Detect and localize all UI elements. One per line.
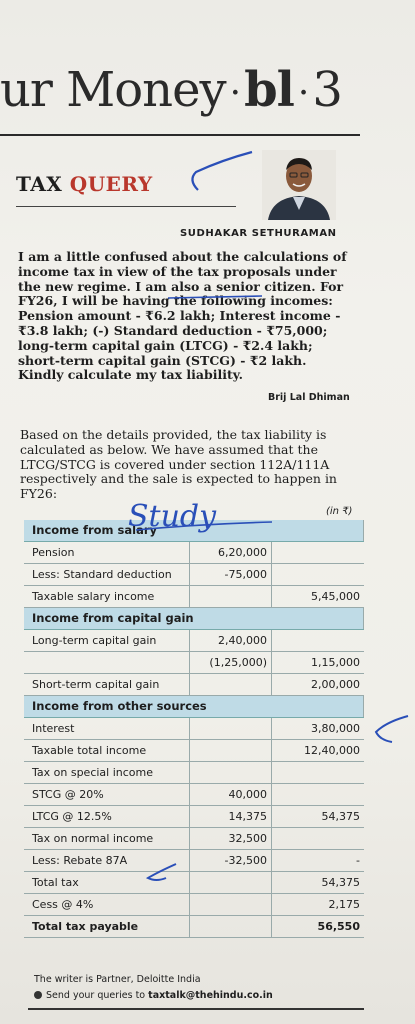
row-subtotal: 2,00,000: [311, 678, 360, 691]
row-label: Less: Standard deduction: [24, 564, 190, 585]
row-subtotal: [272, 784, 364, 805]
section-title: Income from salary: [24, 520, 364, 541]
table-row: [24, 872, 364, 894]
masthead-dot: ·: [229, 73, 241, 114]
column-title: [16, 172, 153, 196]
queries-note: [34, 990, 273, 1001]
row-subtotal: 54,375: [321, 876, 360, 889]
row-subtotal: [272, 762, 364, 783]
table-row: [24, 652, 364, 674]
row-label: Less: Rebate 87A: [24, 850, 190, 871]
masthead-dot-2: ·: [297, 73, 309, 114]
row-label: Short-term capital gain: [24, 674, 190, 695]
row-amount: 14,375: [190, 806, 272, 827]
table-row: [24, 718, 364, 740]
row-label: Total tax: [24, 872, 190, 893]
row-amount: 40,000: [190, 784, 272, 805]
row-amount: [190, 872, 272, 893]
table-row: [24, 542, 364, 564]
row-subtotal: [272, 630, 364, 651]
table-row: [24, 850, 364, 872]
row-subtotal: 1,15,000: [311, 656, 360, 669]
row-amount: [190, 674, 272, 695]
row-amount: [190, 740, 272, 761]
row-subtotal: 2,175: [328, 898, 360, 911]
check-mark-icon: [192, 152, 252, 190]
table-row: [24, 916, 364, 938]
row-amount: -75,000: [190, 564, 272, 585]
column-title-query: QUERY: [69, 172, 153, 196]
bottom-rule: [28, 1008, 364, 1010]
masthead-section: ur Money: [0, 62, 226, 118]
top-rule: [0, 134, 360, 136]
table-row: [24, 674, 364, 696]
masthead-brand: bl: [244, 62, 294, 118]
table-row: [24, 784, 364, 806]
row-subtotal: [272, 564, 364, 585]
author-name: SUDHAKAR SETHURAMAN: [180, 228, 337, 239]
bullet-icon: [34, 991, 42, 999]
row-label: Cess @ 4%: [24, 894, 190, 915]
row-label: Pension: [24, 542, 190, 563]
table-row: [24, 762, 364, 784]
row-amount: [190, 916, 272, 937]
masthead: [0, 62, 415, 118]
row-label: [24, 652, 190, 673]
author-photo: [262, 150, 336, 220]
table-row: [24, 806, 364, 828]
row-label: Tax on special income: [24, 762, 190, 783]
row-label: Total tax payable: [24, 916, 190, 937]
row-label: STCG @ 20%: [24, 784, 190, 805]
row-amount: -32,500: [190, 850, 272, 871]
answer-intro: Based on the details provided, the tax liability is calculated as below. We have assumed that the LTCG/STCG is covered under section 112A/111A respectively and the sale is expected to happen in FY26:: [20, 427, 337, 502]
row-subtotal: 56,550: [317, 920, 360, 933]
row-amount: [190, 894, 272, 915]
table-row: [24, 630, 364, 652]
row-amount: [190, 762, 272, 783]
queries-prefix: Send your queries to: [46, 990, 146, 1001]
unit-label: (in ₹): [326, 506, 353, 517]
row-subtotal: -: [356, 854, 360, 867]
table-row: [24, 586, 364, 608]
row-amount: 2,40,000: [190, 630, 272, 651]
check-mark-icon-2: [376, 716, 408, 742]
table-row: [24, 894, 364, 916]
queries-email: taxtalk@thehindu.co.in: [148, 990, 273, 1001]
row-amount: [190, 586, 272, 607]
row-subtotal: 12,40,000: [304, 744, 360, 757]
handwritten-study: Study: [128, 499, 217, 534]
row-label: Interest: [24, 718, 190, 739]
table-row: [24, 828, 364, 850]
section-title: Income from capital gain: [24, 608, 364, 629]
column-title-tax: TAX: [16, 172, 63, 196]
tax-calculation-table: [24, 520, 364, 938]
reader-question: I am a little confused about the calculations of income tax in view of the tax proposals under the new regime. I am also a senior citizen. For FY26, I will be having the following incomes: Pension amount - ₹6.2 lakh; Interest income - ₹3.8 lakh; (-) Standard deduction - ₹75,000; long-term capital gain (LTCG) - ₹2.4 lakh; short-term capital gain (STCG) - ₹2 lakh. Kindly calculate my tax liability.: [18, 249, 347, 383]
row-label: Taxable total income: [24, 740, 190, 761]
row-label: LTCG @ 12.5%: [24, 806, 190, 827]
section-title: Income from other sources: [24, 696, 364, 717]
row-amount: 32,500: [190, 828, 272, 849]
row-amount: (1,25,000): [190, 652, 272, 673]
row-subtotal: [272, 828, 364, 849]
page-number: 3: [312, 62, 342, 118]
row-amount: 6,20,000: [190, 542, 272, 563]
row-amount: [190, 718, 272, 739]
table-section-header: [24, 696, 364, 718]
row-label: Long-term capital gain: [24, 630, 190, 651]
writer-note: The writer is Partner, Deloitte India: [34, 974, 201, 985]
row-subtotal: 3,80,000: [311, 722, 360, 735]
table-row: [24, 740, 364, 762]
row-subtotal: 5,45,000: [311, 590, 360, 603]
table-row: [24, 564, 364, 586]
title-rule: [16, 206, 236, 207]
table-section-header: [24, 608, 364, 630]
row-label: Tax on normal income: [24, 828, 190, 849]
table-section-header: [24, 520, 364, 542]
row-label: Taxable salary income: [24, 586, 190, 607]
question-asker: Brij Lal Dhiman: [268, 392, 350, 403]
row-subtotal: [272, 542, 364, 563]
row-subtotal: 54,375: [321, 810, 360, 823]
